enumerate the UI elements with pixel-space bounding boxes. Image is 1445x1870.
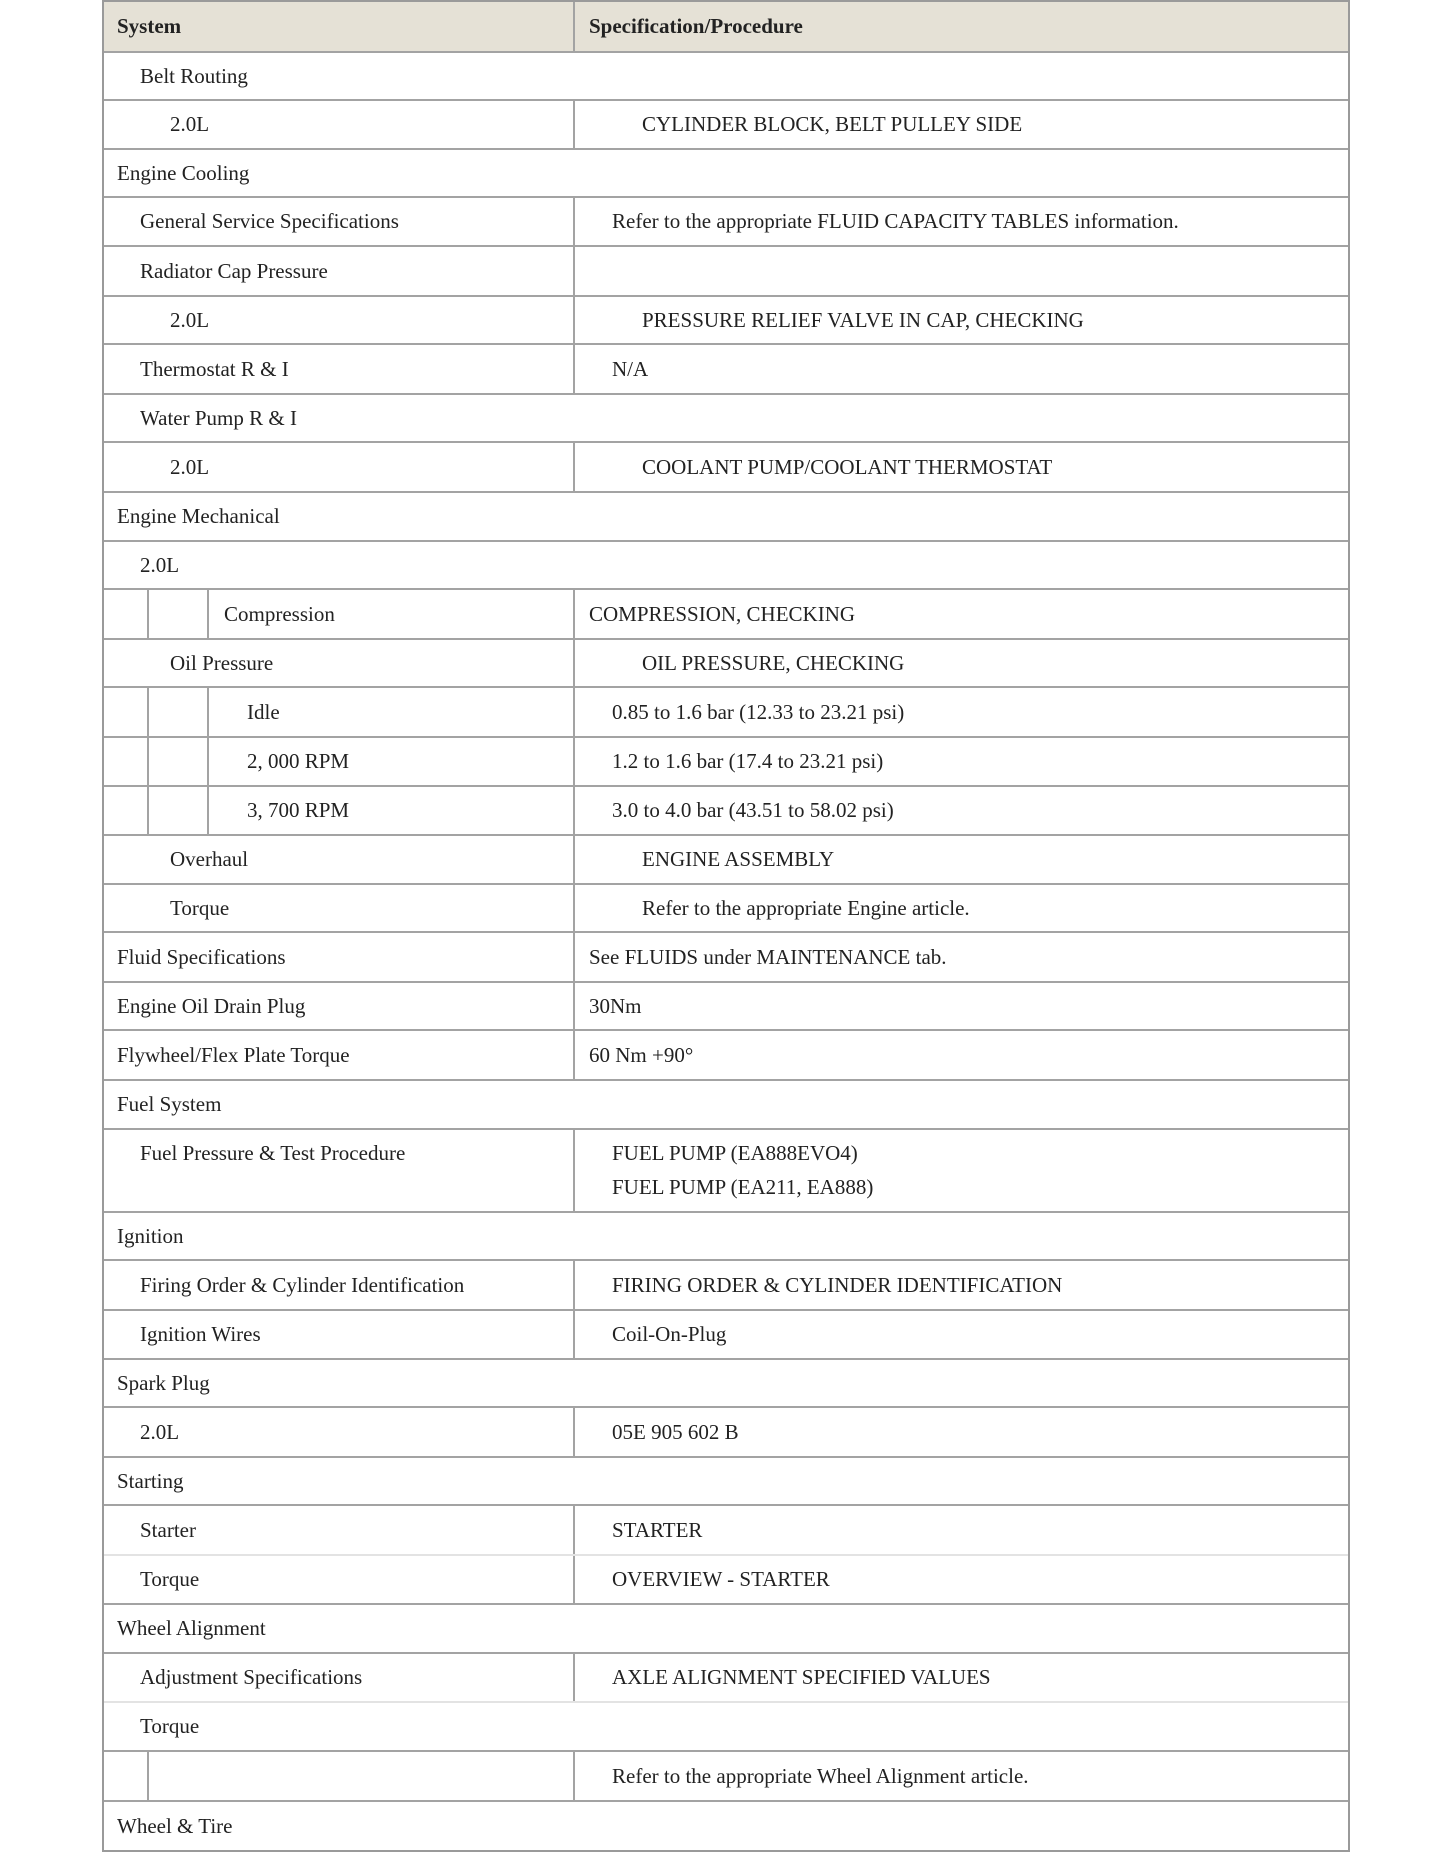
row-spec: 60 Nm +90° bbox=[573, 1031, 1348, 1079]
table-row bbox=[104, 1211, 1348, 1259]
section-label: Wheel & Tire bbox=[117, 1813, 233, 1838]
table-row bbox=[104, 1504, 1348, 1554]
row-spec: See FLUIDS under MAINTENANCE tab. bbox=[573, 933, 1348, 981]
row-label: 2.0L bbox=[170, 307, 210, 332]
table-row bbox=[104, 588, 1348, 638]
row-spec: ENGINE ASSEMBLY bbox=[573, 836, 1348, 883]
table-row bbox=[104, 1652, 1348, 1701]
table-row bbox=[104, 245, 1348, 295]
row-spec: 30Nm bbox=[573, 983, 1348, 1029]
row-label: Engine Oil Drain Plug bbox=[117, 993, 306, 1018]
table-row bbox=[104, 736, 1348, 785]
row-spec: COMPRESSION, CHECKING bbox=[573, 590, 1348, 638]
row-label: Torque bbox=[170, 895, 230, 920]
table-header bbox=[104, 0, 1348, 51]
table-row bbox=[104, 981, 1348, 1029]
row-spec: Refer to the appropriate FLUID CAPACITY TABLES information. bbox=[573, 198, 1348, 245]
row-label: Idle bbox=[247, 699, 280, 724]
table-row bbox=[104, 883, 1348, 931]
header-system: System bbox=[117, 14, 182, 38]
row-label: 2.0L bbox=[170, 454, 210, 479]
table-row bbox=[104, 1358, 1348, 1406]
table-row bbox=[104, 1701, 1348, 1750]
row-label: 2.0L bbox=[140, 1419, 180, 1444]
table-row bbox=[104, 1309, 1348, 1358]
section-label: Starting bbox=[117, 1468, 184, 1493]
row-spec: 3.0 to 4.0 bar (43.51 to 58.02 psi) bbox=[573, 787, 1348, 834]
row-spec: Refer to the appropriate Engine article. bbox=[573, 885, 1348, 931]
row-spec: OVERVIEW - STARTER bbox=[573, 1556, 1348, 1603]
row-spec: 05E 905 602 B bbox=[573, 1408, 1348, 1456]
table-row bbox=[104, 1029, 1348, 1079]
row-spec: 0.85 to 1.6 bar (12.33 to 23.21 psi) bbox=[573, 688, 1348, 736]
section-label: Engine Mechanical bbox=[117, 504, 280, 528]
row-label: 2.0L bbox=[140, 552, 180, 577]
row-spec: CYLINDER BLOCK, BELT PULLEY SIDE bbox=[573, 101, 1348, 148]
row-label: 3, 700 RPM bbox=[247, 798, 350, 822]
table-row bbox=[104, 1603, 1348, 1652]
row-label: Fluid Specifications bbox=[117, 944, 286, 969]
table-row bbox=[104, 638, 1348, 686]
table-row bbox=[104, 441, 1348, 491]
row-spec: COOLANT PUMP/COOLANT THERMOSTAT bbox=[573, 443, 1348, 491]
row-spec-empty bbox=[573, 247, 1348, 295]
table-row bbox=[104, 1259, 1348, 1309]
table-row bbox=[104, 393, 1348, 441]
row-label: Water Pump R & I bbox=[140, 405, 297, 430]
row-label: Radiator Cap Pressure bbox=[140, 258, 328, 283]
section-label: Wheel Alignment bbox=[117, 1616, 266, 1640]
section-label: Ignition bbox=[117, 1223, 184, 1248]
row-label: Torque bbox=[140, 1567, 200, 1591]
row-spec: PRESSURE RELIEF VALVE IN CAP, CHECKING bbox=[573, 297, 1348, 343]
row-label: Thermostat R & I bbox=[140, 356, 289, 381]
table-row bbox=[104, 1456, 1348, 1504]
section-label: Engine Cooling bbox=[117, 160, 250, 185]
row-label: Belt Routing bbox=[140, 63, 248, 88]
table-row bbox=[104, 343, 1348, 393]
spec-table bbox=[102, 0, 1350, 1852]
row-spec: OIL PRESSURE, CHECKING bbox=[573, 640, 1348, 686]
table-row bbox=[104, 491, 1348, 540]
table-row bbox=[104, 686, 1348, 736]
section-label: Spark Plug bbox=[117, 1370, 210, 1395]
table-row bbox=[104, 931, 1348, 981]
row-label: Flywheel/Flex Plate Torque bbox=[117, 1042, 350, 1067]
table-row bbox=[104, 834, 1348, 883]
row-spec: FIRING ORDER & CYLINDER IDENTIFICATION bbox=[573, 1261, 1348, 1309]
row-label: 2, 000 RPM bbox=[247, 749, 350, 773]
row-spec: Refer to the appropriate Wheel Alignment article. bbox=[573, 1752, 1348, 1800]
row-label: 2.0L bbox=[170, 112, 210, 136]
table-row bbox=[104, 1079, 1348, 1128]
row-label: Overhaul bbox=[170, 847, 249, 871]
table-row bbox=[104, 785, 1348, 834]
table-row bbox=[104, 1554, 1348, 1603]
table-row bbox=[104, 1750, 1348, 1800]
row-label: Starter bbox=[140, 1517, 196, 1542]
row-label: Fuel Pressure & Test Procedure bbox=[140, 1141, 406, 1165]
header-spec: Specification/Procedure bbox=[573, 2, 1348, 51]
row-spec: AXLE ALIGNMENT SPECIFIED VALUES bbox=[573, 1654, 1348, 1701]
table-row bbox=[104, 1406, 1348, 1456]
row-label: Adjustment Specifications bbox=[140, 1665, 363, 1689]
table-row bbox=[104, 148, 1348, 196]
row-label: Torque bbox=[140, 1714, 200, 1738]
spec-line: FUEL PUMP (EA888EVO4) bbox=[612, 1141, 858, 1165]
table-row bbox=[104, 196, 1348, 245]
row-label: Oil Pressure bbox=[170, 650, 274, 675]
row-label-empty bbox=[104, 1752, 573, 1800]
row-label: Compression bbox=[224, 601, 335, 626]
row-spec bbox=[573, 1130, 1348, 1211]
section-label: Fuel System bbox=[117, 1092, 222, 1116]
spec-line: FUEL PUMP (EA211, EA888) bbox=[612, 1175, 874, 1199]
row-label: Firing Order & Cylinder Identification bbox=[140, 1272, 465, 1297]
table-row bbox=[104, 1128, 1348, 1211]
table-row bbox=[104, 540, 1348, 588]
row-label: General Service Specifications bbox=[140, 209, 399, 233]
table-row bbox=[104, 1800, 1348, 1850]
table-row bbox=[104, 295, 1348, 343]
row-label: Ignition Wires bbox=[140, 1322, 261, 1346]
row-spec: STARTER bbox=[573, 1506, 1348, 1554]
row-spec: Coil-On-Plug bbox=[573, 1311, 1348, 1358]
row-spec: 1.2 to 1.6 bar (17.4 to 23.21 psi) bbox=[573, 738, 1348, 785]
row-spec: N/A bbox=[573, 345, 1348, 393]
table-row bbox=[104, 51, 1348, 99]
table-row bbox=[104, 99, 1348, 148]
